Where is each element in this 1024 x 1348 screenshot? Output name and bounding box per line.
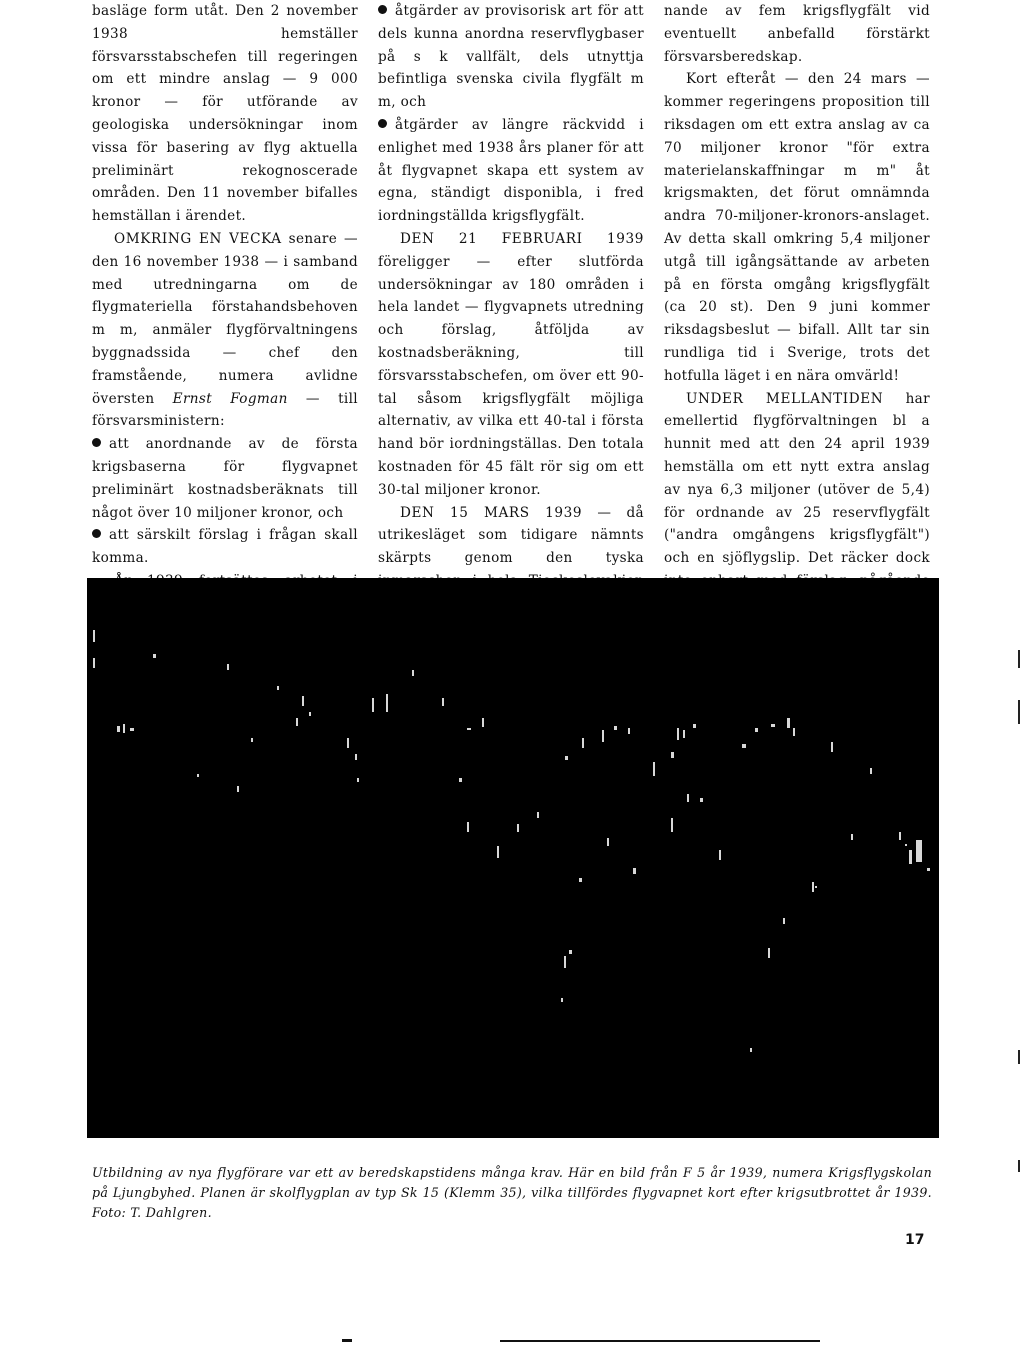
paragraph: Kort efteråt — den 24 mars — kommer regeringens proposition till riksdagen om ett extra anslag av ca 70 miljoner kronor "för extra materielanskaffningar m m" åt krigsmakten, det förut omnämnda andra 70-miljoner-kronors-anslaget. Av detta skall omkring 5,4 miljoner utgå till igångsättande av arbeten på en första omgång krigsflygfält (ca 20 st). Den 9 juni kommer riksdagsbeslut — bifall. Allt tar sin rundliga tid i Sverige, trots det hotfulla läget i en nära omvärld! <box>664 71 930 384</box>
bullet-item <box>92 524 358 570</box>
bullet-item <box>378 0 644 114</box>
paragraph-text: har emellertid flygförvaltningen bl a hunnit med att den 24 april 1939 hemställa om ett nytt extra anslag av nya 6,3 miljoner (utöver de 5,4) för ordnande av 25 reservflygfält ("andra omgångens krigsflygfält") och en sjöflygslip. Det räcker dock <box>664 390 930 567</box>
bullet-text: åtgärder av provisorisk art för att dels kunna anordna reservflygbaser på s k vallfält, dels utnyttja befintliga svenska civila flygfält m m, och <box>378 3 644 111</box>
paragraph: nande av fem krigsflygfält vid eventuellt anbefalld förstärkt försvarsberedskap. <box>664 3 930 65</box>
bullet-item <box>92 433 358 524</box>
paragraph-text: — då utrikesläget som tidigare nämnts skärpts genom den tyska <box>378 504 644 567</box>
bullet-text: att anordnande av de första krigsbaserna för flygvapnet preliminärt kostnadsberäknats till något över 10 miljoner kronor, och <box>92 436 358 521</box>
photo-speckles <box>87 578 939 1138</box>
margin-mark <box>1018 700 1020 724</box>
bullet-icon <box>378 119 387 128</box>
bullet-icon <box>378 5 387 14</box>
text-column-1 <box>92 0 358 638</box>
bottom-rule <box>500 1340 820 1342</box>
text-column-2 <box>378 0 644 661</box>
bullet-icon <box>92 529 101 538</box>
bullet-text: åtgärder av längre räckvidd i enlighet med 1938 års planer för att åt flygvapnet skapa ett system av egna, ständigt disponibla, i fred iordningställda krigsflygfält. <box>378 116 644 225</box>
margin-mark <box>1018 1050 1020 1064</box>
text-column-3 <box>664 0 930 616</box>
paragraph: basläge form utåt. Den 2 november 1938 hemställer försvarsstabschefen till regeringen om ett mindre anslag — 9 000 kronor — för utförande av geologiska undersökningar inom vissa för basering av flyg aktuella preliminärt rekognoscerade områden. Den 11 november bifalles hemställan i ärendet. <box>92 3 358 225</box>
page-number: 17 <box>905 1232 925 1248</box>
photo-caption: Utbildning av nya flygförare var ett av beredskapstidens många krav. Här en bild från F 5 år 1939, numera Krigsflygskolan på Ljungbyhed. Planen är skolflygplan av typ Sk 15 (Klemm 35), vilka tillfördes flygvapnet kort efter krigsutbrottet år 1939. Foto: T. Dahlgren. <box>92 1164 932 1220</box>
photograph <box>87 578 939 1138</box>
bottom-rule <box>342 1339 352 1342</box>
section-lead: UNDER MELLANTIDEN <box>686 390 884 407</box>
paragraph-text: — till försvarsministern: <box>92 390 358 430</box>
section-lead: DEN 15 MARS 1939 <box>400 504 583 521</box>
paragraph-text: föreligger — efter slutförda undersökningar av 180 områden i hela landet — flygvapnets utredning och förslag, åtföljda av kostnadsberäkning, till försvarsstabschefen, om över ett 90-tal såsom krigsflygfält möjliga alternativ, av vilka ett 40-tal i första hand bör iordningställas. Den totala kostnaden för 45 fält rör sig om ett 30-tal miljoner kronor. <box>378 253 644 498</box>
paragraph <box>92 228 358 433</box>
section-lead: DEN 21 FEBRUARI 1939 <box>400 230 644 247</box>
margin-mark <box>1018 1160 1020 1172</box>
paragraph-text: senare — den 16 november 1938 — i samband med utredningarna om de flygmateriella förstahandsbehoven m m, anmäler flygförvaltningens byggnadssida — chef den framstående, numera avlidne översten <box>92 230 359 407</box>
margin-mark <box>1018 650 1020 668</box>
section-lead: OMKRING EN VECKA <box>114 230 282 247</box>
person-name: Ernst Fogman <box>172 390 288 407</box>
paragraph <box>378 228 644 502</box>
bullet-item <box>378 114 644 228</box>
bullet-icon <box>92 438 101 447</box>
bullet-text: att särskilt förslag i frågan skall komma. <box>92 527 358 567</box>
